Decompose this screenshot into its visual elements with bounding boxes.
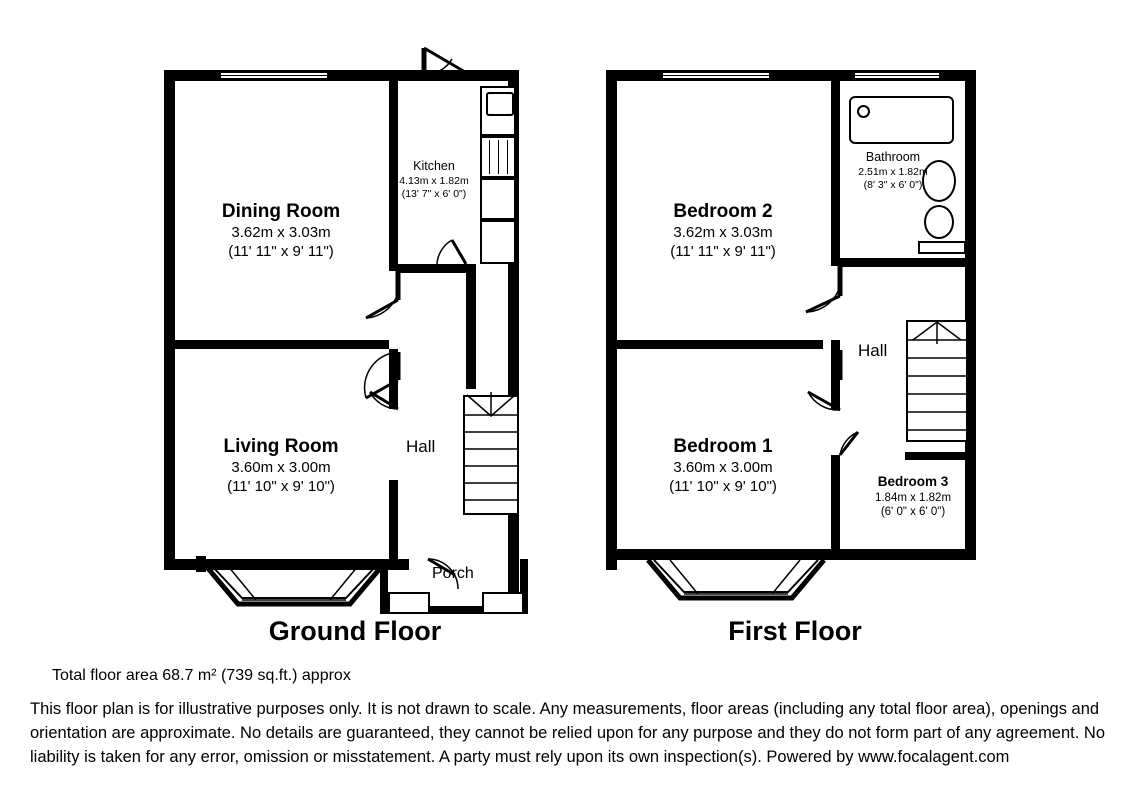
ground-wall-kitchen-bottom <box>398 264 476 273</box>
room-imperial: (13' 7" x 6' 0") <box>401 187 467 200</box>
kitchen-counter-line-1 <box>489 140 490 174</box>
floor-title-ground: Ground Floor <box>268 616 442 646</box>
room-metric: 3.60m x 3.00m <box>231 458 331 476</box>
room-label-kitchen <box>386 159 482 201</box>
room-label-hall-first: Hall <box>858 341 888 360</box>
bathroom-bath <box>849 96 954 144</box>
ground-wall-internal-mid <box>164 340 389 349</box>
first-wall-bottom <box>606 549 976 560</box>
ground-porch-window-right <box>482 592 524 614</box>
ground-window-dining-top-mullion <box>218 75 330 76</box>
room-label-dining-room <box>170 200 392 261</box>
first-wall-bathroom-bottom <box>840 258 976 267</box>
first-wall-bedroom3-top <box>905 452 976 460</box>
room-name: Bedroom 3 <box>877 474 949 489</box>
ground-stairs <box>463 395 519 515</box>
room-imperial: (6' 0" x 6' 0") <box>880 506 946 519</box>
room-name: Living Room <box>223 436 339 457</box>
ground-wall-hall-left-lower <box>389 349 398 409</box>
room-label-porch: Porch <box>432 565 474 582</box>
room-label-bathroom <box>838 150 948 192</box>
room-name: Dining Room <box>221 201 341 222</box>
kitchen-counter-line-3 <box>507 140 508 174</box>
bathroom-toilet <box>924 205 954 239</box>
room-imperial: (11' 11" x 9' 11") <box>228 242 334 260</box>
first-wall-internal-mid <box>606 340 823 349</box>
ground-bay-wall-left <box>196 556 206 572</box>
room-name: Kitchen <box>413 159 455 173</box>
room-imperial: (11' 10" x 9' 10") <box>227 477 335 495</box>
first-window-bathroom-mullion <box>852 75 942 76</box>
room-imperial: (8' 3" x 6' 0") <box>863 178 923 191</box>
room-label-bedroom-3 <box>846 474 980 520</box>
room-metric: 3.62m x 3.03m <box>673 223 773 241</box>
first-wall-hall-left-lower <box>831 340 840 410</box>
ground-porch-window-left <box>388 592 430 614</box>
bathroom-bath-tap <box>857 105 870 118</box>
room-metric: 1.84m x 1.82m <box>874 491 952 504</box>
room-name: Bedroom 2 <box>673 201 773 222</box>
bathroom-cistern <box>918 241 966 254</box>
room-name: Bedroom 1 <box>673 436 773 457</box>
room-metric: 4.13m x 1.82m <box>399 174 469 187</box>
room-metric: 3.60m x 3.00m <box>673 458 773 476</box>
room-label-hall-ground: Hall <box>406 437 436 456</box>
disclaimer-text: This floor plan is for illustrative purposes only. It is not drawn to scale. Any measurements, floor areas (including any total floor area), openings and orientation are approximate. No details are guaranteed, they cannot be relied upon for any purpose and they do not form part of any agreement. No liability is taken for any error, omission or misstatement. A party must rely upon its own inspection(s). Powered by www.focalagent.com <box>30 700 1106 766</box>
room-label-bedroom-2 <box>612 200 834 261</box>
room-metric: 2.51m x 1.82m <box>858 165 928 178</box>
kitchen-sink-bowl <box>486 92 514 116</box>
room-name: Bathroom <box>865 150 921 164</box>
ground-wall-kitchen-right <box>466 264 476 389</box>
total-area-text: Total floor area 68.7 m² (739 sq.ft.) approx <box>52 667 351 684</box>
kitchen-counter-2 <box>480 220 516 264</box>
room-metric: 3.62m x 3.03m <box>231 223 331 241</box>
room-imperial: (11' 11" x 9' 11") <box>670 242 776 260</box>
kitchen-counter-line-2 <box>498 140 499 174</box>
room-label-living-room <box>170 435 392 496</box>
floor-title-first: First Floor <box>728 616 862 646</box>
first-window-bedroom2-mullion <box>660 75 772 76</box>
first-stairs <box>906 320 968 442</box>
kitchen-hob <box>480 178 516 220</box>
room-imperial: (11' 10" x 9' 10") <box>669 477 777 495</box>
room-label-bedroom-1 <box>612 435 834 496</box>
